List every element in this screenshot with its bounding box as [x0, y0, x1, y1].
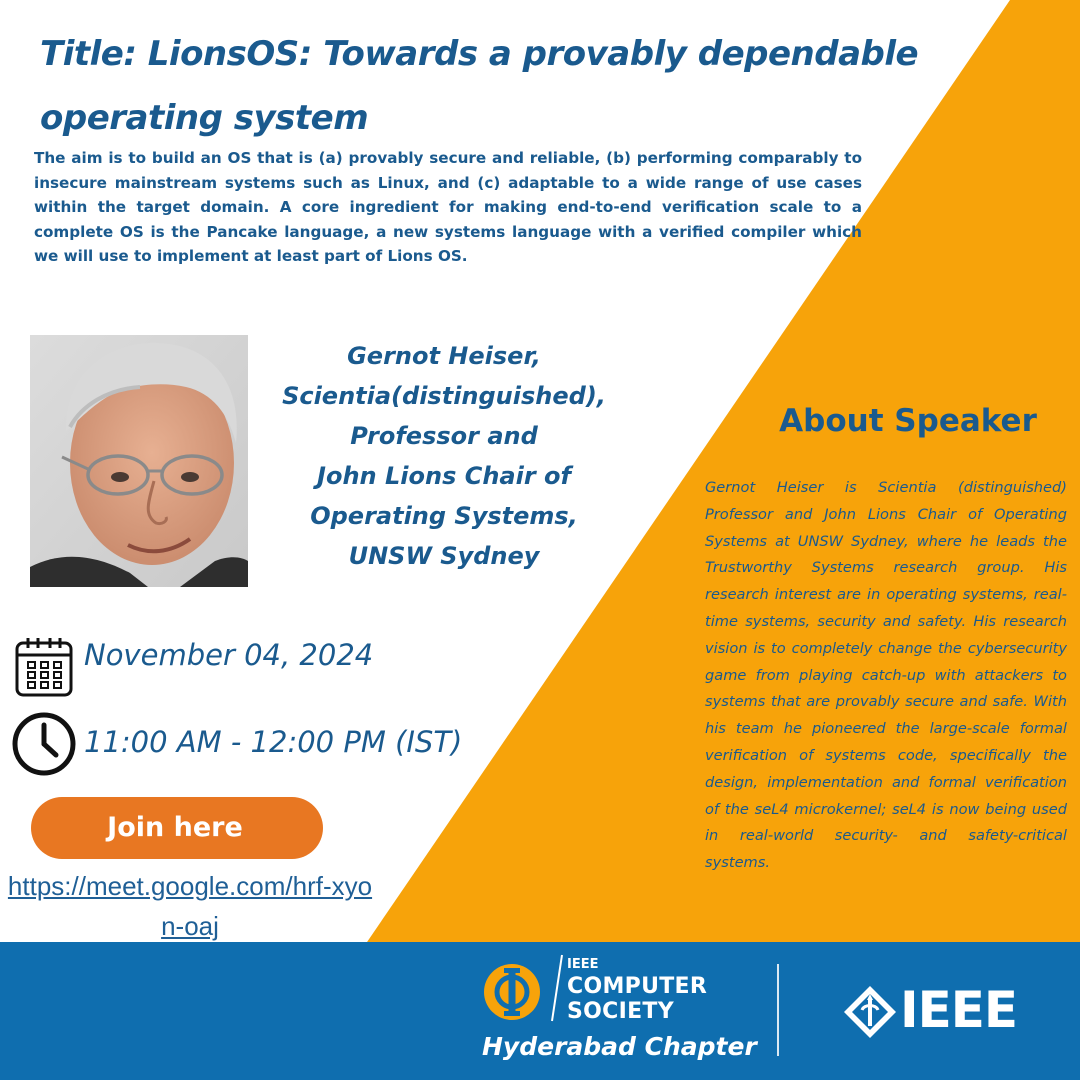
about-speaker-text: Gernot Heiser is Scientia (distinguished) Professor and John Lions Chair of Operating Systems at UNSW Sydney, where he leads the Trustworthy Systems research group. His research interest are in operating systems, real-time systems, security and safety. His research vision is to completely change the cybersecurity game from playing catch-up with attackers to systems that are provably secure and safe. With his team he pioneered the large-scale formal verification of systems code, specifically the design, implementation and formal verification of the seL4 microkernel; seL4 is now being used in real-world security- and safety-critical systems.	[705, 479, 1067, 872]
meeting-link[interactable]: https://meet.google.com/hrf-xyon-oaj	[7, 871, 373, 941]
join-button[interactable]: Join here	[31, 797, 323, 859]
ieee-diamond-icon	[842, 984, 898, 1040]
speaker-title-line: Professor and	[350, 422, 538, 450]
chapter-label: Hyderabad Chapter	[482, 1032, 757, 1061]
computer-society-wordmark	[567, 956, 707, 1024]
clock-icon	[11, 711, 77, 777]
speaker-title-line: Operating Systems,	[310, 502, 578, 530]
talk-abstract: The aim is to build an OS that is (a) provably secure and reliable, (b) performing comparably to insecure mainstream systems such as Linux, and (c) adaptable to a wide range of use cases within the target domain. A core ingredient for making end-to-end verification scale to a complete OS is the Pancake language, a new systems language with a verified compiler which we will use to implement at least part of Lions OS.	[34, 149, 862, 266]
logo-slash-divider	[550, 953, 564, 1023]
speaker-affiliation: UNSW Sydney	[348, 542, 540, 570]
ieee-wordmark: IEEE	[900, 981, 1018, 1039]
footer-divider	[777, 964, 779, 1056]
speaker-photo	[30, 335, 248, 587]
speaker-name: Gernot Heiser,	[347, 342, 541, 370]
about-speaker-heading: About Speaker	[779, 403, 1037, 439]
talk-title: Title: LionsOS: Towards a provably dependable operating system	[40, 34, 919, 138]
speaker-title-line: John Lions Chair of	[317, 462, 571, 490]
event-time: 11:00 AM - 12:00 PM (IST)	[84, 725, 463, 759]
calendar-icon	[14, 636, 74, 698]
computer-society-logo-icon	[482, 962, 542, 1022]
speaker-info	[262, 336, 626, 576]
cs-computer-label: COMPUTER	[567, 974, 708, 999]
cs-ieee-label: IEEE	[567, 957, 599, 972]
event-date: November 04, 2024	[84, 638, 374, 672]
speaker-title-line: Scientia(distinguished),	[282, 382, 606, 410]
cs-society-label: SOCIETY	[567, 999, 674, 1024]
